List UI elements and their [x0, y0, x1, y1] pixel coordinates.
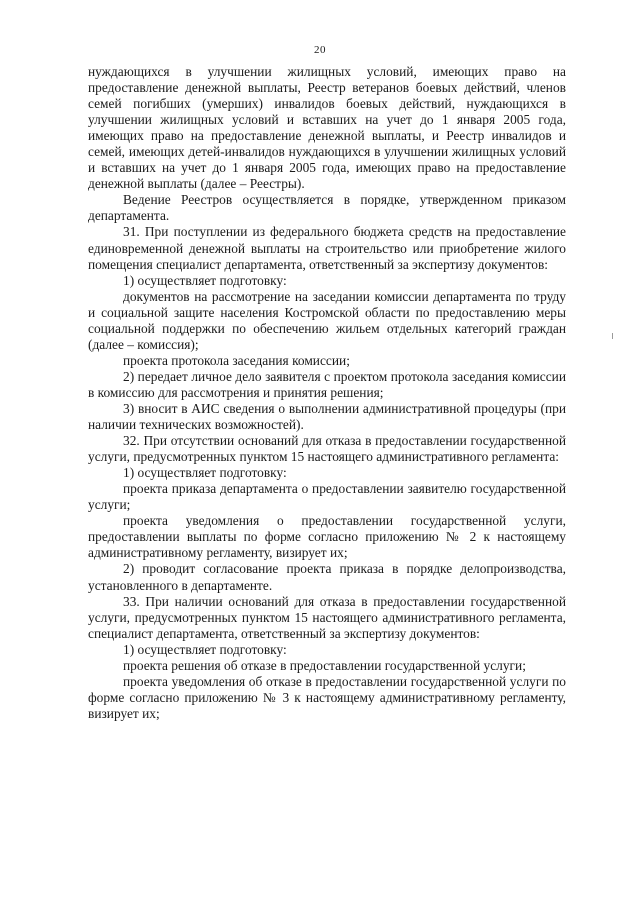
- paragraph: 32. При отсутствии оснований для отказа в предоставлении государственной услуги, предусмотренных пунктом 15 настоящего административного регламента:: [88, 433, 566, 465]
- paragraph: Ведение Реестров осуществляется в порядке, утвержденном приказом департамента.: [88, 192, 566, 224]
- paragraph: 1) осуществляет подготовку:: [123, 272, 287, 288]
- paragraph: 3) вносит в АИС сведения о выполнении административной процедуры (при наличии технических возможностей).: [88, 400, 566, 433]
- paragraph: проекта уведомления о предоставлении государственной услуги, предоставлении выплаты по форме согласно приложению № 2 к настоящему административному регламенту, визирует их;: [88, 513, 566, 561]
- scan-margin-mark: [612, 333, 613, 339]
- paragraph: 2) проводит согласование проекта приказа в порядке делопроизводства, установленного в департаменте.: [88, 561, 566, 593]
- page-number: 20: [314, 44, 326, 56]
- paragraph: 1) осуществляет подготовку:: [123, 641, 287, 657]
- paragraph: проекта решения об отказе в предоставлении государственной услуги;: [123, 657, 526, 673]
- paragraph: 1) осуществляет подготовку:: [123, 465, 287, 481]
- paragraph: проекта уведомления об отказе в предоставлении государственной услуги по форме согласно приложению № 3 к настоящему административному регламенту, визирует их;: [88, 673, 566, 721]
- paragraph: 2) передает личное дело заявителя с проектом протокола заседания комиссии в комиссию для рассмотрения и принятия решения;: [88, 368, 566, 400]
- paragraph: проекта приказа департамента о предоставлении заявителю государственной услуги;: [88, 481, 566, 513]
- paragraph: проекта протокола заседания комиссии;: [123, 352, 350, 368]
- paragraph: нуждающихся в улучшении жилищных условий, имеющих право на предоставление денежной выплаты, Реестр ветеранов боевых действий, членов семей погибших (умерших) инвалидов боевых действий, нуждающихся в улучшении жилищных условий и вставших на учет до 1 января 2005 года, имеющих право на предоставление денежной выплаты, и Реестр инвалидов и семей, имеющих детей-инвалидов нуждающихся в улучшении жилищных условий и вставших на учет до 1 января 2005 года, имеющих право на предоставление денежной выплаты (далее – Реестры).: [88, 64, 566, 192]
- document-body: [88, 64, 566, 722]
- paragraph: 31. При поступлении из федерального бюджета средств на предоставление единовременной денежной выплаты на строительство или приобретение жилого помещения специалист департамента, ответственный за экспертизу документов:: [88, 224, 566, 272]
- paragraph: документов на рассмотрение на заседании комиссии департамента по труду и социальной защите населения Костромской области по предоставлению меры социальной поддержки по обеспечению жильем отдельных категорий граждан (далее – комиссия);: [88, 288, 566, 352]
- paragraph: 33. При наличии оснований для отказа в предоставлении государственной услуги, предусмотренных пунктом 15 настоящего административного регламента, специалист департамента, ответственный за экспертизу документов:: [88, 593, 566, 641]
